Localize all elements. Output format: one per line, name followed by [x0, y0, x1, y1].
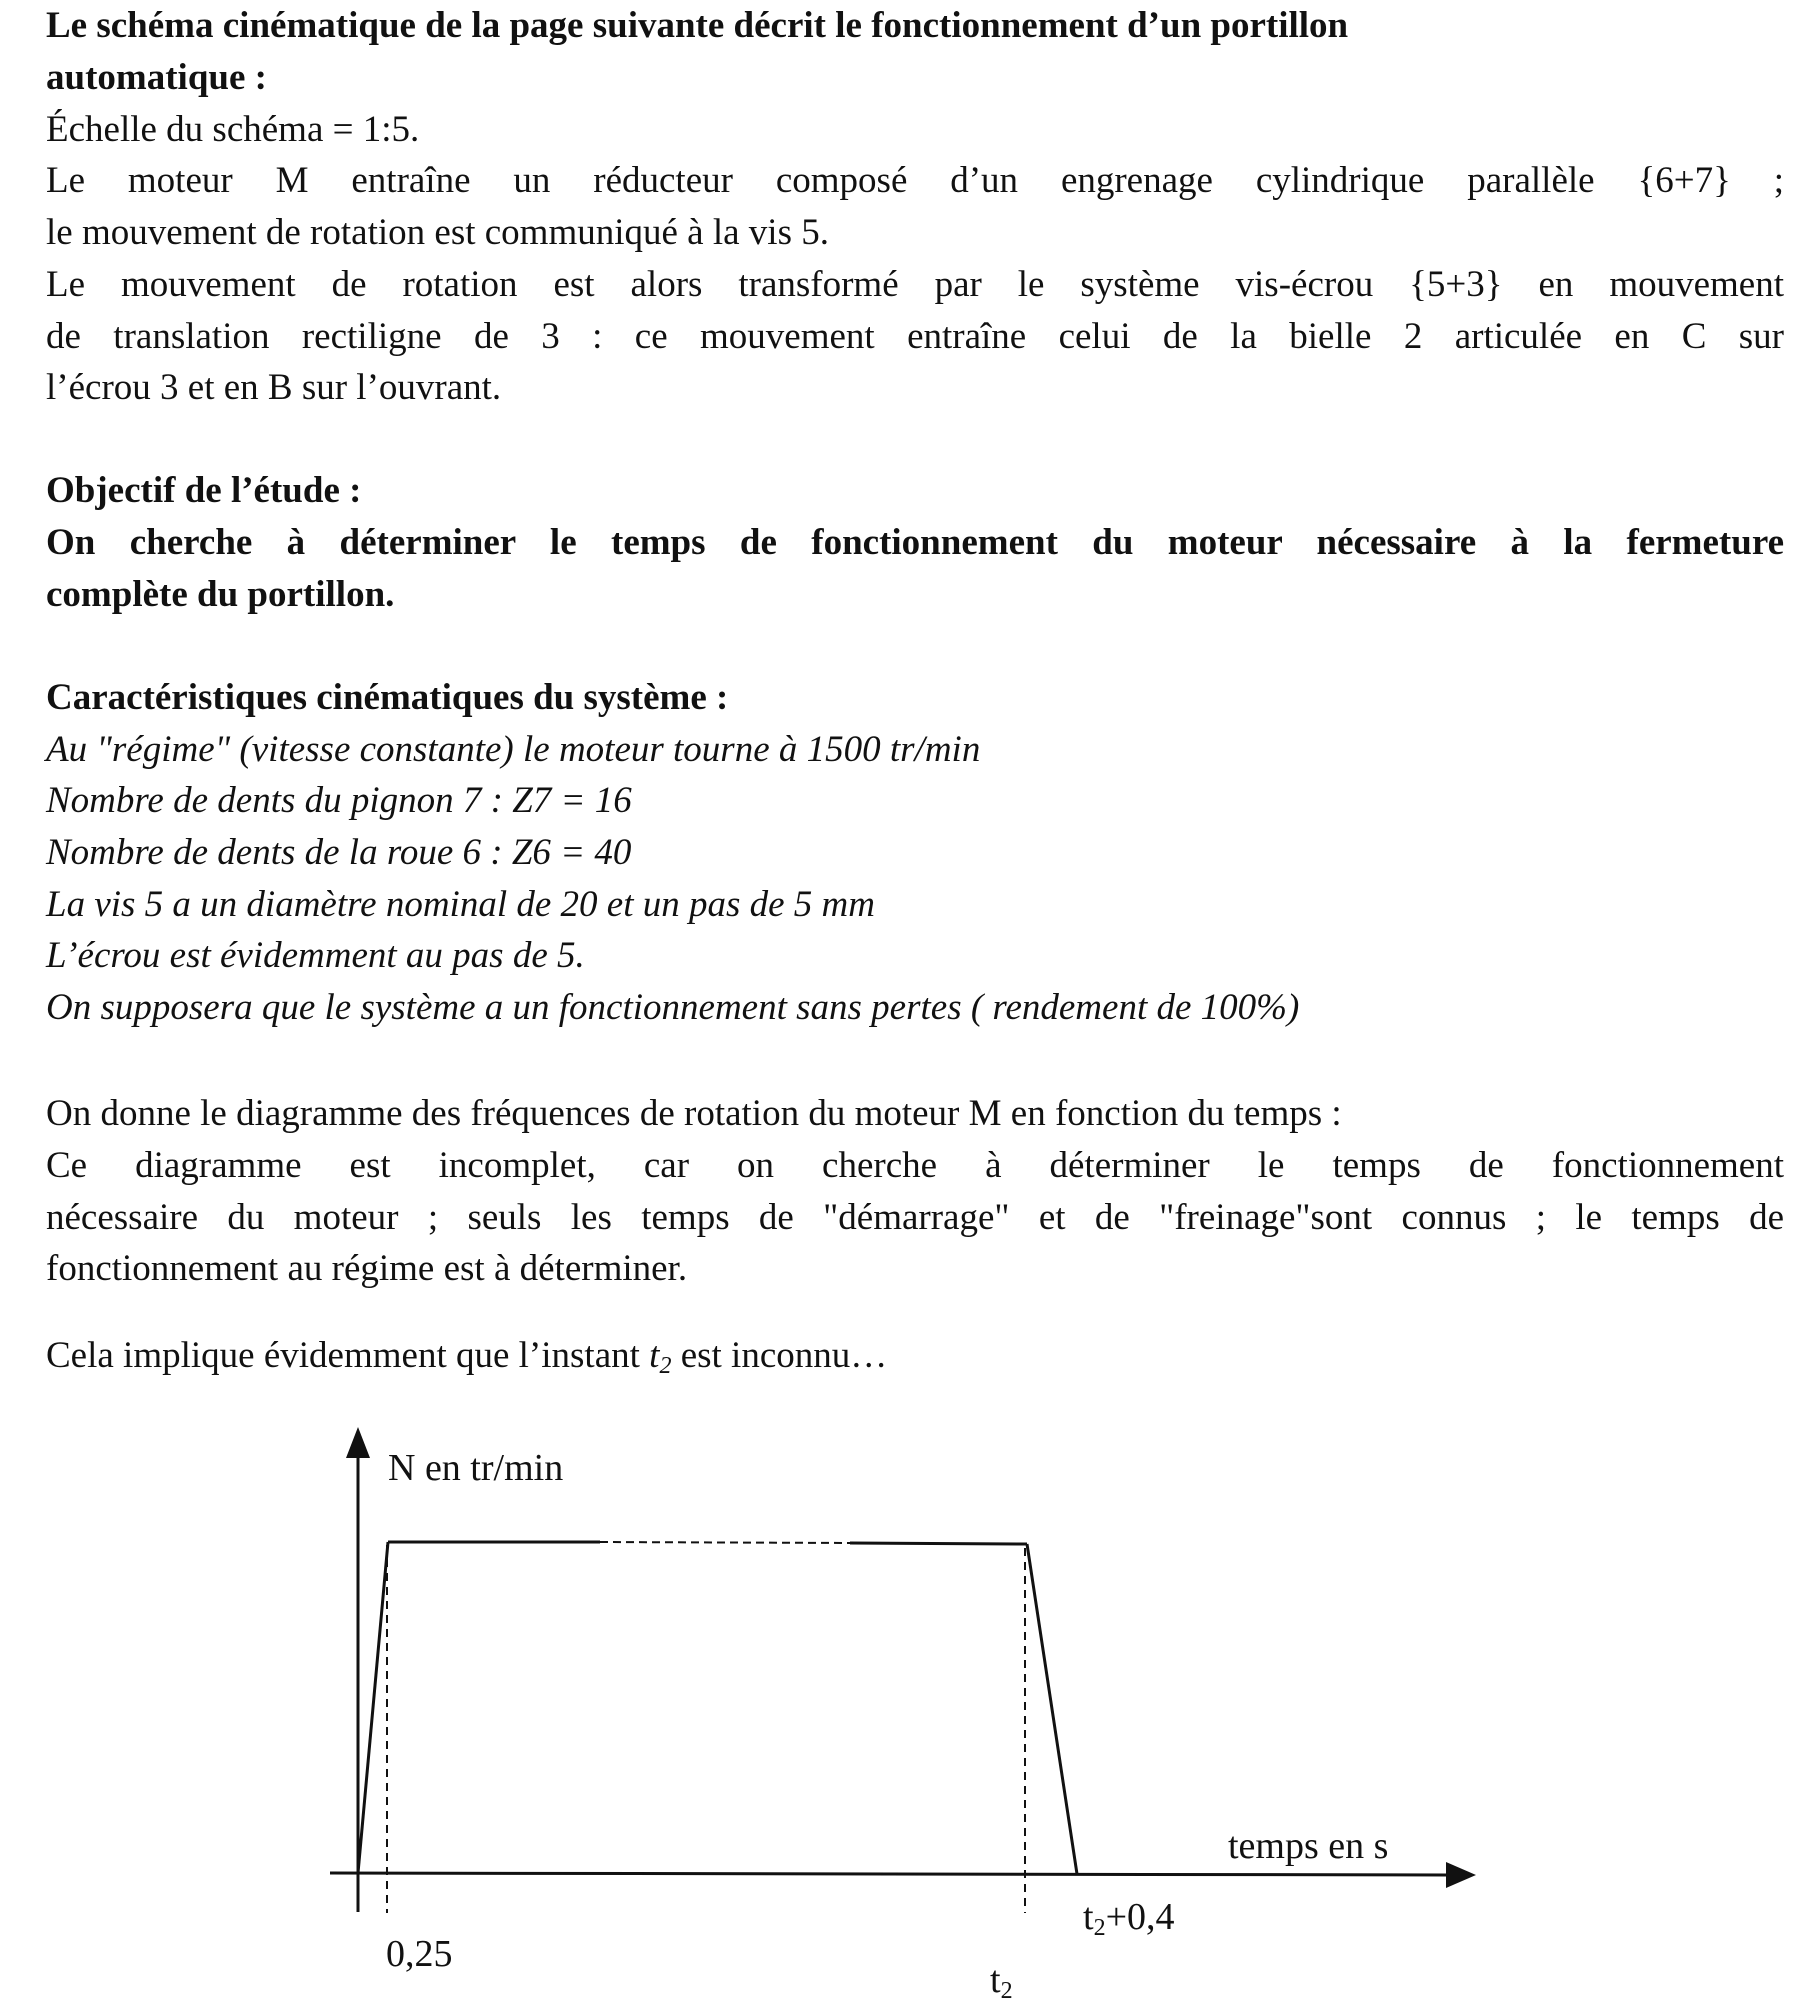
line-5-before: Cela implique évidemment que l’instant: [46, 1335, 650, 1376]
t-symbol: t: [990, 1959, 1001, 2001]
y-axis-label: N en tr/min: [388, 1447, 564, 1489]
paragraph-2-line-3: l’écrou 3 et en B sur l’ouvrant.: [46, 367, 502, 408]
line-5-after: est inconnu…: [671, 1335, 888, 1376]
objective-heading: Objectif de l’étude :: [46, 470, 362, 511]
tick-label-t2-plus-04: [1083, 1895, 1175, 1939]
characteristic-item: L’écrou est évidemment au pas de 5.: [46, 935, 585, 976]
characteristics-heading: Caractéristiques cinématiques du système :: [46, 677, 729, 718]
x-axis: [330, 1873, 1448, 1875]
intro-title-line-1: Le schéma cinématique de la page suivante décrit le fonctionnement d’un portillon: [46, 5, 1349, 46]
objective-line-2: complète du portillon.: [46, 574, 395, 615]
plateau-dashed: [600, 1542, 850, 1543]
t-symbol: t: [1083, 1896, 1094, 1938]
characteristic-item: On supposera que le système a un fonctionnement sans pertes ( rendement de 100%): [46, 987, 1300, 1028]
characteristic-item: La vis 5 a un diamètre nominal de 20 et un pas de 5 mm: [46, 884, 875, 925]
diagram-intro-line-4: fonctionnement au régime est à déterminer.: [46, 1248, 688, 1289]
paragraph-2-line-2: de translation rectiligne de 3 : ce mouvement entraîne celui de la bielle 2 articulée en C sur: [46, 316, 1784, 357]
offset-text: +0,4: [1105, 1896, 1175, 1938]
plateau-solid-right: [850, 1543, 1027, 1544]
t-subscript: 2: [1000, 1978, 1013, 2004]
t-symbol: t: [649, 1335, 660, 1376]
y-axis-arrow-icon: [346, 1427, 370, 1458]
braking-ramp: [1027, 1544, 1077, 1874]
diagram-intro-line-2: Ce diagramme est incomplet, car on cherche à déterminer le temps de fonctionnement: [46, 1145, 1784, 1186]
characteristic-item: Nombre de dents de la roue 6 : Z6 = 40: [46, 832, 632, 873]
intro-title-line-2: automatique :: [46, 57, 267, 98]
scale-text: Échelle du schéma = 1:5.: [46, 109, 420, 150]
paragraph-2-line-1: Le mouvement de rotation est alors transformé par le système vis-écrou {5+3} en mouvement: [46, 264, 1784, 305]
t-subscript: 2: [1093, 1915, 1106, 1941]
characteristic-item: Nombre de dents du pignon 7 : Z7 = 16: [46, 780, 632, 821]
x-axis-arrow-icon: [1446, 1862, 1476, 1888]
tick-label-025: 0,25: [386, 1933, 453, 1975]
paragraph-1-line-1: Le moteur M entraîne un réducteur composé d’un engrenage cylindrique parallèle {6+7} ;: [46, 160, 1784, 201]
diagram-intro-line-1: On donne le diagramme des fréquences de rotation du moteur M en fonction du temps :: [46, 1093, 1342, 1134]
tick-label-t2: [990, 1958, 1013, 2002]
startup-ramp: [358, 1542, 388, 1873]
objective-line-1: On cherche à déterminer le temps de fonctionnement du moteur nécessaire à la fermeture: [46, 522, 1784, 563]
diagram-intro-line-3: nécessaire du moteur ; seuls les temps de "démarrage" et de "freinage"sont connus ; le temps de: [46, 1197, 1784, 1238]
x-axis-label: temps en s: [1228, 1825, 1389, 1867]
characteristic-item: Au "régime" (vitesse constante) le moteur tourne à 1500 tr/min: [46, 729, 981, 770]
paragraph-1-line-2: le mouvement de rotation est communiqué à la vis 5.: [46, 212, 829, 253]
t-subscript: 2: [659, 1353, 672, 1379]
